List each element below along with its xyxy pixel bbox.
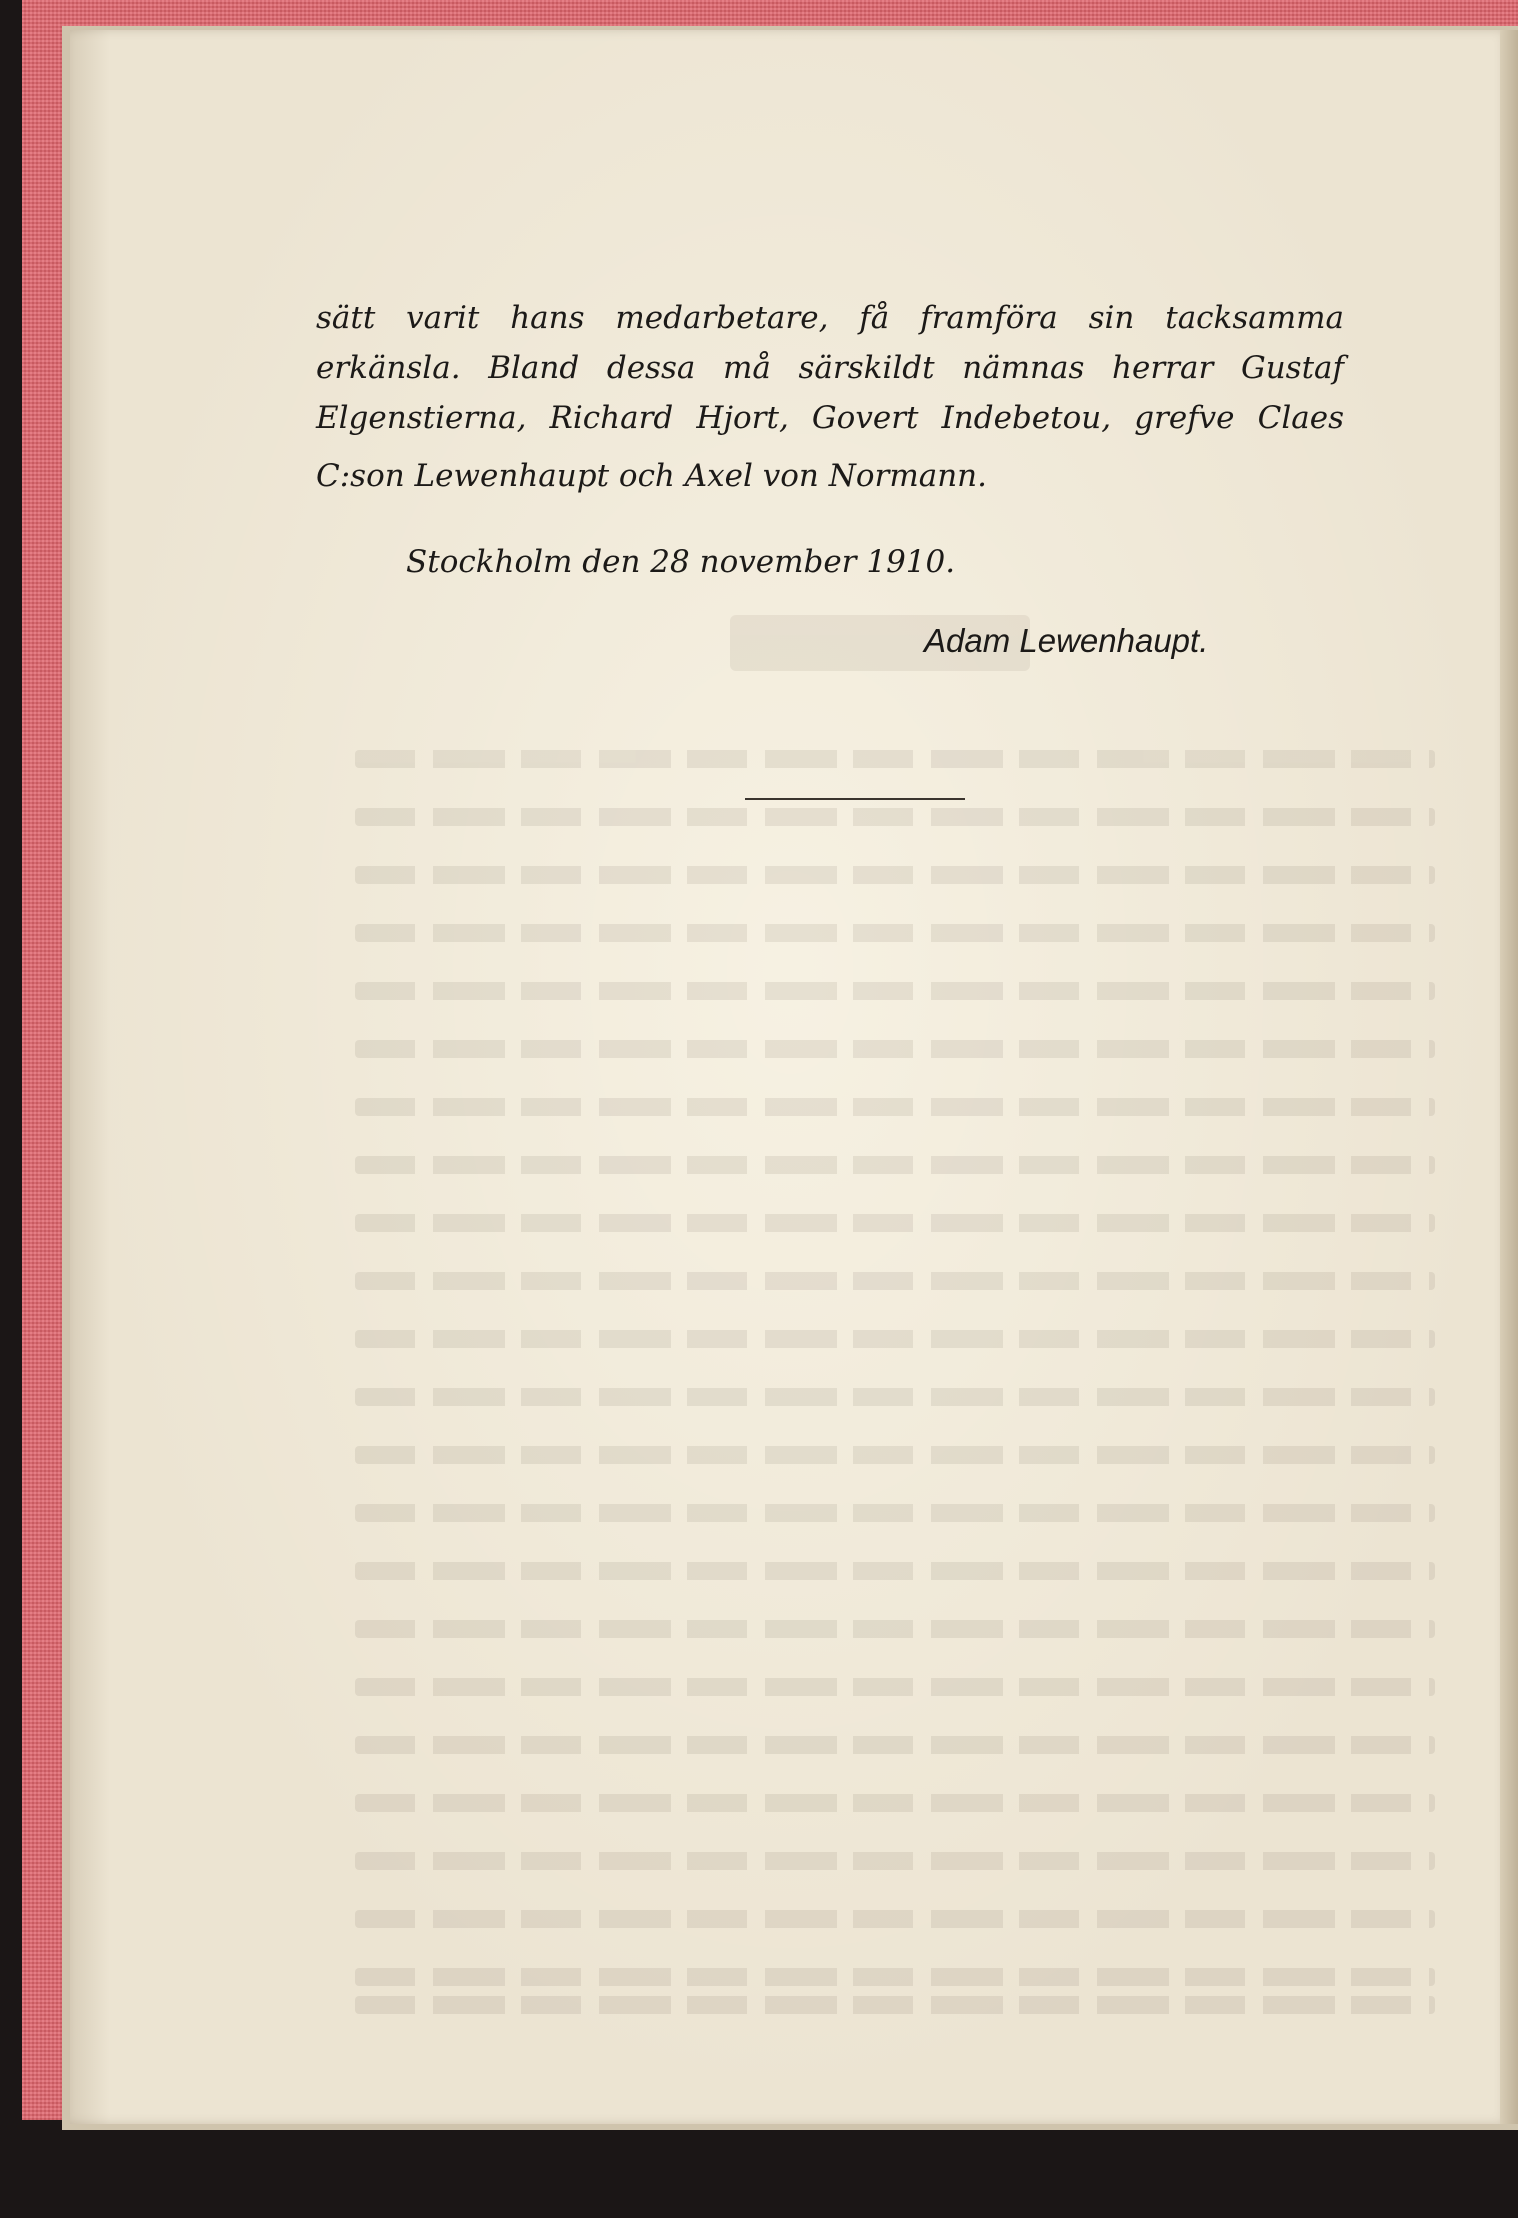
body-line-3: Elgenstierna, Richard Hjort, Govert Indebetou, grefve Claes: [316, 400, 1344, 436]
body-line-4: C:son Lewenhaupt och Axel von Normann.: [316, 458, 987, 494]
horizontal-rule: [745, 798, 965, 800]
book-page: [70, 30, 1510, 2124]
body-line-1: sätt varit hans medarbetare, få framföra sin tacksamma: [316, 300, 1344, 336]
page-edge: [1500, 30, 1518, 2124]
body-line-2: erkänsla. Bland dessa må särskildt nämnas herrar Gustaf: [316, 350, 1344, 386]
dark-background: [0, 2120, 1518, 2218]
place-date-line: Stockholm den 28 november 1910.: [406, 544, 956, 580]
signature-name: Adam Lewenhaupt.: [924, 622, 1209, 659]
